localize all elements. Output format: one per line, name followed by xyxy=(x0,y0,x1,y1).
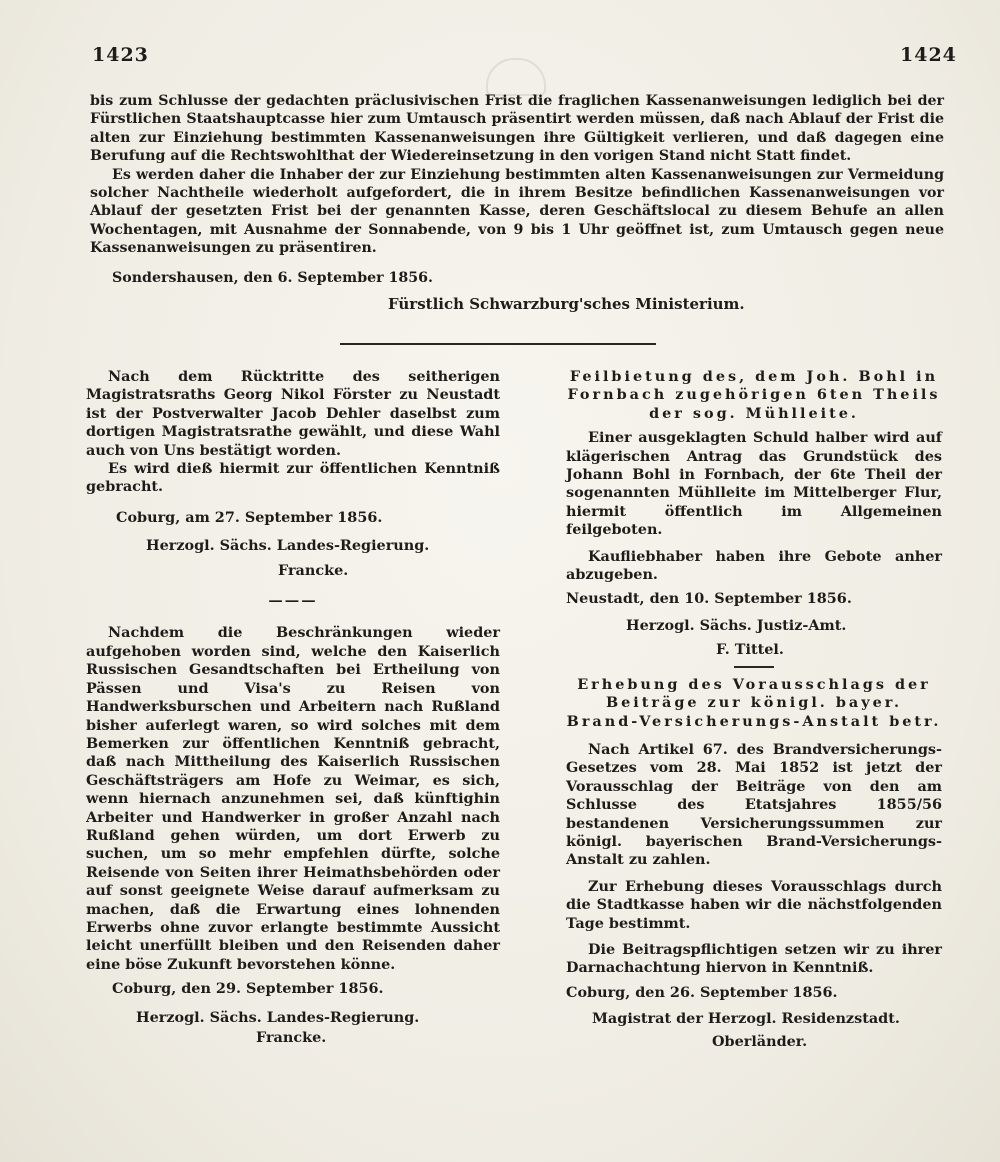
right-notice-2-authority: Magistrat der Herzogl. Residenzstadt. xyxy=(592,1010,900,1028)
right-column xyxy=(566,368,942,1051)
right-notice-2-name: Oberländer. xyxy=(712,1032,808,1050)
left-notice-2-paragraph-1: Nachdem die Beschränkungen wieder aufgehoben worden sind, welche den Kaiserlich Russischen Gesandtschaften bei Ertheilung von Pässen und Visa's zu Reisen von Handwerksburschen und Arbeitern nach Rußland bisher auferlegt waren, so wird solches mit dem Bemerken zur öffentlichen Kenntniß gebracht, daß nach Mittheilung des Kaiserlich Russischen Geschäftsträgers am Hofe zu Weimar, es sich, wenn hiernach anzunehmen sei, daß künftighin Arbeiter und Handwerker in großer Anzahl nach Rußland gehen würden, um dort Erwerb zu suchen, um so mehr empfehlen dürfte, solche Reisende von Seiten ihrer Heimathsbehörden oder auf sonst geeignete Weise darauf aufmerksam zu machen, daß die Erwartung eines lohnenden Erwerbs ohne zuvor erlangte bestimmte Aussicht leicht unerfüllt bleiben und den Reisenden daher eine böse Zukunft bevorstehen könne. xyxy=(86,624,500,973)
left-notice-2-name: Francke. xyxy=(256,1029,327,1046)
right-notice-1-authority: Herzogl. Sächs. Justiz-Amt. xyxy=(626,616,847,634)
left-notice-1-paragraph-2: Es wird dieß hiermit zur öffentlichen Kenntniß gebracht. xyxy=(86,460,500,496)
left-column-separator: ——— xyxy=(268,592,318,610)
left-notice-1-name: Francke. xyxy=(278,561,349,579)
right-notice-2-dateline: Coburg, den 26. September 1856. xyxy=(566,983,838,1001)
left-notice-1 xyxy=(86,368,500,580)
right-notice-2-paragraph-2: Zur Erhebung dieses Vorausschlags durch die Stadtkasse haben wir die nächstfolgenden Tage bestimmt. xyxy=(566,877,942,932)
section-divider xyxy=(340,343,656,345)
left-notice-1-authority: Herzogl. Sächs. Landes-Regierung. xyxy=(146,537,430,555)
left-notice-2 xyxy=(86,624,500,1047)
right-notice-1-name: F. Tittel. xyxy=(716,641,784,659)
top-notice-paragraph-1: bis zum Schlusse der gedachten präclusivischen Frist die fraglichen Kassenanweisungen lediglich bei der Fürstlichen Staatshauptcasse hier zum Umtausch präsentirt werden müssen, daß nach Ablauf der Frist die alten zur Einziehung bestimmten Kassenanweisungen ihre Gültigkeit verlieren, und daß dagegen eine Berufung auf die Rechtswohlthat der Wiedereinsetzung in den vorigen Stand nicht Statt findet. xyxy=(90,93,944,165)
right-notice-2 xyxy=(566,676,942,1051)
left-notice-2-dateline: Coburg, den 29. September 1856. xyxy=(112,980,384,998)
right-notice-2-paragraph-3: Die Beitragspflichtigen setzen wir zu ihrer Darnachachtung hiervon in Kenntniß. xyxy=(566,940,942,977)
right-column-divider xyxy=(734,666,774,668)
right-notice-1 xyxy=(566,368,942,668)
right-notice-1-paragraph-1: Einer ausgeklagten Schuld halber wird auf klägerischen Antrag das Grundstück des Johann Bohl in Fornbach, der 6te Theil der sogenannten Mühlleite im Mittelberger Flur, hiermit öffentlich im Allgemeinen feilgeboten. xyxy=(566,429,942,539)
right-notice-1-paragraph-2: Kaufliebhaber haben ihre Gebote anher abzugeben. xyxy=(566,547,942,584)
page-number-left: 1423 xyxy=(92,44,149,66)
left-notice-2-authority: Herzogl. Sächs. Landes-Regierung. xyxy=(136,1008,420,1026)
top-notice xyxy=(90,92,944,258)
left-column xyxy=(86,368,500,1047)
top-notice-paragraph-2: Es werden daher die Inhaber der zur Einziehung bestimmten alten Kassenanweisungen zur Vermeidung solcher Nachtheile wiederholt aufgefordert, die in ihrem Besitze befindlichen Kassenanweisungen vor Ablauf der gesetzten Frist bei der genannten Kasse, deren Geschäftslocal zu diesem Behufe an allen Wochentagen, mit Ausnahme der Sonnabende, von 9 bis 1 Uhr geöffnet ist, zum Umtausch gegen neue Kassenanweisungen zu präsentiren. xyxy=(90,166,944,257)
right-notice-1-dateline: Neustadt, den 10. September 1856. xyxy=(566,590,852,608)
top-notice-dateline: Sondershausen, den 6. September 1856. xyxy=(112,270,433,286)
left-notice-1-dateline: Coburg, am 27. September 1856. xyxy=(116,508,383,526)
crown-emblem-watermark xyxy=(486,58,546,96)
right-notice-2-heading: Erhebung des Vorausschlags der Beiträge zur königl. bayer. Brand-Versicherungs-Anstalt betr. xyxy=(566,675,942,730)
left-notice-1-paragraph-1: Nach dem Rücktritte des seitherigen Magistratsraths Georg Nikol Förster zu Neustadt ist der Postverwalter Jacob Dehler daselbst zum dortigen Magistratsrathe gewählt, und diese Wahl auch von Uns bestätigt worden. xyxy=(86,368,500,459)
right-notice-2-paragraph-1: Nach Artikel 67. des Brandversicherungs-Gesetzes vom 28. Mai 1852 ist jetzt der Vorausschlag der Beiträge von den am Schlusse des Etatsjahres 1855/56 bestandenen Versicherungssummen zur königl. bayerischen Brand-Versicherungs-Anstalt zu zahlen. xyxy=(566,740,942,869)
top-notice-signature: Fürstlich Schwarzburg'sches Ministerium. xyxy=(388,295,745,313)
right-notice-1-heading: Feilbietung des, dem Joh. Bohl in Fornbach zugehörigen 6ten Theils der sog. Mühlleite. xyxy=(567,368,941,422)
page-number-right: 1424 xyxy=(900,44,957,66)
